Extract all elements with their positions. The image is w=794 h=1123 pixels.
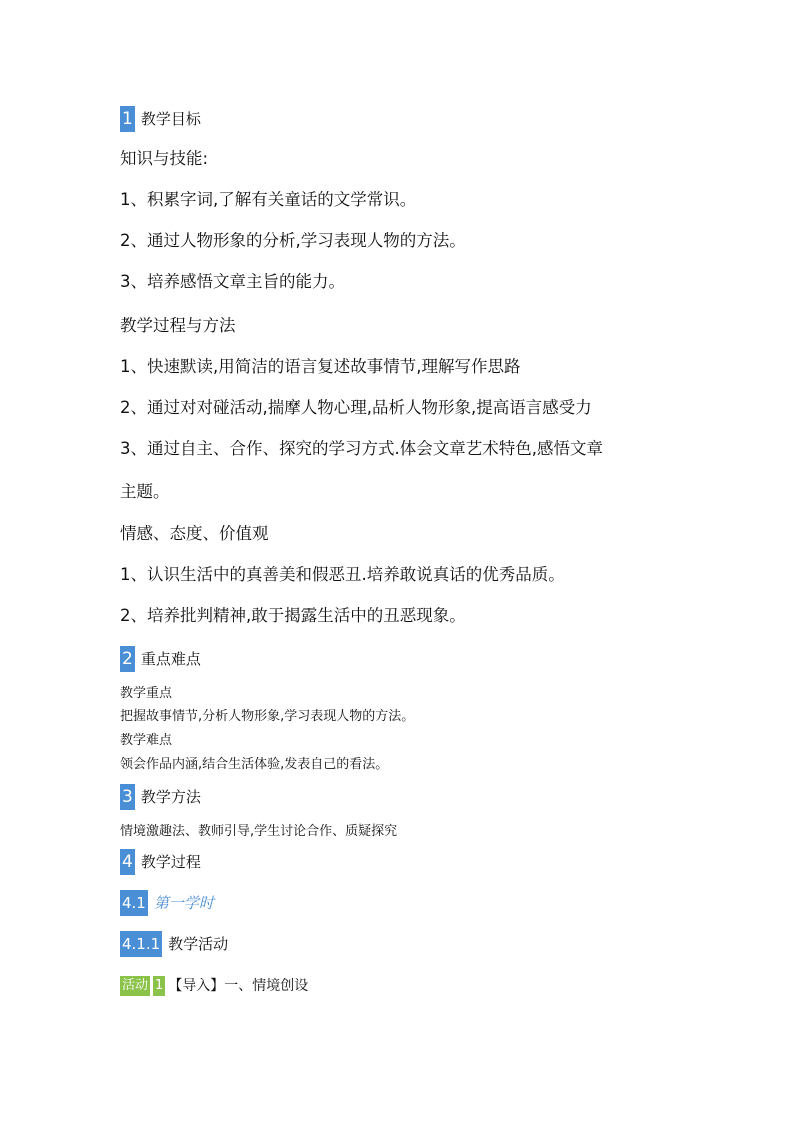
process-item-2: 2、通过对对碰活动,揣摩人物心理,品析人物形象,提高语言感受力	[120, 398, 592, 417]
emotion-item-2: 2、培养批判精神,敢于揭露生活中的丑恶现象。	[120, 606, 466, 625]
subsubsection-title: 教学活动	[168, 934, 229, 953]
subheading-knowledge: 知识与技能:	[120, 149, 209, 168]
process-item-1: 1、快速默读,用简洁的语言复述故事情节,理解写作思路	[120, 357, 521, 376]
section-title: 教学方法	[140, 787, 201, 806]
subsection-title: 第一学时	[153, 893, 214, 912]
section-heading-goals	[120, 106, 201, 132]
activity-1	[120, 976, 308, 996]
subheading-emotion: 情感、态度、价值观	[120, 524, 269, 543]
activity-number-badge: 1	[153, 976, 165, 996]
knowledge-item-2: 2、通过人物形象的分析,学习表现人物的方法。	[120, 231, 466, 250]
subsubsection-heading-activities	[120, 931, 228, 957]
subsection-number-badge: 4.1	[120, 890, 148, 916]
knowledge-item-1: 1、积累字词,了解有关童话的文学常识。	[120, 190, 417, 209]
section-number-badge: 4	[120, 849, 135, 875]
section-title: 重点难点	[140, 649, 201, 668]
section-title: 教学目标	[140, 109, 201, 128]
difficulty-text: 领会作品内涵,结合生活体验,发表自己的看法。	[120, 757, 389, 772]
emotion-item-1: 1、认识生活中的真善美和假恶丑.培养敢说真话的优秀品质。	[120, 565, 565, 584]
subsubsection-number-badge: 4.1.1	[120, 931, 162, 957]
focus-text: 把握故事情节,分析人物形象,学习表现人物的方法。	[120, 709, 415, 724]
section-number-badge: 2	[120, 646, 135, 672]
process-item-3-continued: 主题。	[120, 482, 170, 501]
process-item-3: 3、通过自主、合作、探究的学习方式.体会文章艺术特色,感悟文章	[120, 439, 603, 458]
activity-text: 【导入】一、情境创设	[168, 978, 309, 994]
section-heading-methods	[120, 784, 201, 810]
difficulty-label: 教学难点	[120, 733, 173, 748]
section-number-badge: 3	[120, 784, 135, 810]
methods-text: 情境激趣法、教师引导,学生讨论合作、质疑探究	[120, 824, 398, 839]
subsection-heading-first-period	[120, 890, 214, 916]
section-heading-process	[120, 849, 201, 875]
section-heading-keypoints	[120, 646, 201, 672]
activity-label-badge: 活动	[120, 976, 150, 996]
section-title: 教学过程	[140, 852, 201, 871]
subheading-process: 教学过程与方法	[120, 316, 236, 335]
section-number-badge: 1	[120, 106, 135, 132]
focus-label: 教学重点	[120, 686, 173, 701]
knowledge-item-3: 3、培养感悟文章主旨的能力。	[120, 272, 345, 291]
